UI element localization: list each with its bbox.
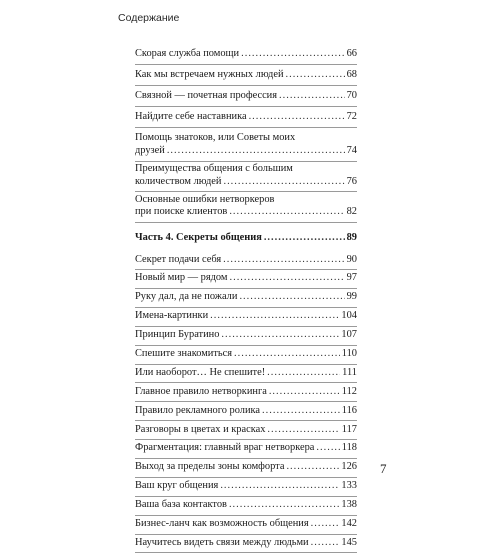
toc-entry-title: Ваш круг общения [135,480,219,492]
toc-entry-page: 126 [341,461,357,473]
toc-entry-row [135,272,357,285]
toc-entry-title: Правило рекламного ролика [135,404,261,416]
toc-entry[interactable] [135,499,357,512]
entry-underline [135,364,357,365]
toc-entry-page: 145 [341,536,357,548]
toc-entry-title: Руку дал, да не пожали [135,291,238,303]
toc-entry-row [135,424,357,437]
toc-entry[interactable] [135,163,357,188]
dot-leader [311,518,340,531]
toc-entry-page: 117 [341,423,357,435]
entry-underline [135,307,357,308]
toc-entry-row [135,254,357,267]
toc-entry-title: Фрагментация: главный враг нетворкера [135,442,315,454]
toc-entry-title: Разговоры в цветах и красках [135,423,266,435]
entry-underline [135,191,357,192]
toc-entry[interactable] [135,329,357,342]
toc-entry-row [135,69,357,82]
toc-entry-row [135,348,357,361]
toc-entry[interactable] [135,254,357,267]
toc-entry-page: 97 [346,272,357,284]
toc-entry-title: Найдите себе наставника [135,111,247,123]
entry-underline [135,326,357,327]
page-number: 7 [380,461,387,476]
entry-underline [135,222,357,223]
toc-entry-title: количеством людей [135,175,222,187]
toc-entry-page: 82 [346,206,357,218]
toc-entry-row [135,206,357,219]
toc-entry-page: 133 [341,480,357,492]
dot-leader [286,461,339,474]
dot-leader [220,480,339,493]
entry-underline [135,106,357,107]
toc-entry-title: Секрет подачи себя [135,253,222,265]
entry-underline [135,496,357,497]
dot-leader [239,291,344,304]
entry-underline [135,127,357,128]
toc-entry-page: 138 [341,499,357,511]
entry-underline [135,382,357,383]
dot-leader [167,145,345,158]
dot-leader [249,111,345,124]
toc-entry-row [135,291,357,304]
toc-entry-title-line: Основные ошибки нетворкеров [135,193,275,205]
toc-entry-title: Научитесь видеть связи между людьми [135,536,309,548]
dot-leader [223,176,344,189]
dot-leader [279,90,345,103]
dot-leader [267,367,340,380]
dot-leader [267,424,339,437]
entry-underline [135,161,357,162]
dot-leader [241,48,344,61]
toc-chapter-heading[interactable] [135,232,357,245]
toc-entry[interactable] [135,348,357,361]
toc-entry-title: Ваша база контактов [135,499,227,511]
toc-entry-title: друзей [135,144,165,156]
toc-entry-page: 70 [346,90,357,102]
toc-entry-title: Новый мир — рядом [135,272,228,284]
toc-entry-page: 112 [341,385,357,397]
dot-leader [229,206,344,219]
toc-entry[interactable] [135,386,357,399]
toc-entry-page: 116 [341,404,357,416]
toc-entry-page: 110 [341,347,357,359]
toc-entry-row [135,367,357,380]
dot-leader [311,537,340,550]
toc-entry-row [135,90,357,103]
entry-underline [135,85,357,86]
toc-entry[interactable] [135,111,357,124]
running-head: Содержание [118,12,180,24]
toc-entry-title: Выход за пределы зоны комфорта [135,461,285,473]
toc-entry-row [135,480,357,493]
toc-entry[interactable] [135,537,357,550]
toc-entry[interactable] [135,194,357,219]
toc-entry-page: 118 [341,442,357,454]
toc-entry-title: Принцип Буратино [135,329,220,341]
toc-entry[interactable] [135,272,357,285]
toc-entry-page: 74 [346,144,357,156]
toc-entry-title: при поиске клиентов [135,206,228,218]
dot-leader [221,329,339,342]
toc-entry-title: Бизнес-ланч как возможность общения [135,518,309,529]
toc-entry-row [135,461,357,474]
dot-leader [264,232,345,245]
toc-entry[interactable] [135,424,357,437]
table-of-contents [135,42,357,549]
toc-entry-row [135,48,357,61]
toc-entry-title-line: Преимущества общения с большим [135,163,293,175]
toc-entry-row [135,537,357,550]
toc-entry-row [135,518,357,531]
toc-entry-page: 68 [346,69,357,81]
toc-entry-title: Часть 4. Секреты общения [135,231,262,243]
dot-leader [230,272,345,285]
toc-entry-row [135,386,357,399]
entry-underline [135,345,357,346]
toc-entry[interactable] [135,518,357,531]
toc-entry[interactable] [135,48,357,61]
toc-entry-page: 66 [346,48,357,59]
toc-entry-row [135,499,357,512]
entry-underline [135,269,357,270]
toc-entry[interactable] [135,367,357,380]
toc-entry[interactable] [135,69,357,82]
toc-entry-title-line: Помощь знатоков, или Советы моих [135,132,296,144]
entry-underline [135,458,357,459]
entry-underline [135,439,357,440]
entry-underline [135,534,357,535]
toc-entry-page: 76 [346,175,357,187]
dot-leader [262,405,340,418]
toc-entry-row [135,329,357,342]
toc-entry-page: 99 [346,291,357,303]
entry-underline [135,401,357,402]
toc-entry-row [135,176,357,189]
toc-entry-row [135,442,357,455]
entry-underline [135,515,357,516]
toc-entry-title: Как мы встречаем нужных людей [135,69,284,81]
toc-entry-title: Спешите знакомиться [135,347,233,359]
toc-entry-page: 72 [346,111,357,123]
toc-entry-page: 111 [342,366,357,378]
dot-leader [286,69,345,82]
toc-entry-row [135,232,357,245]
entry-underline [135,477,357,478]
toc-entry-row [135,405,357,418]
toc-entry-row [135,145,357,158]
toc-entry-page: 90 [346,253,357,265]
toc-entry[interactable] [135,442,357,455]
entry-underline [135,64,357,65]
toc-entry-title: Или наоборот… Не спешите! [135,366,266,378]
dot-leader [223,254,344,267]
toc-entry-page: 142 [341,518,357,529]
toc-entry-page: 107 [341,329,357,341]
toc-entry[interactable] [135,310,357,323]
toc-entry[interactable] [135,291,357,304]
dot-leader [269,386,340,399]
toc-entry[interactable] [135,90,357,103]
toc-entry[interactable] [135,480,357,493]
toc-entry-title: Главное правило нетворкинга [135,385,267,397]
entry-underline [135,420,357,421]
toc-entry-row [135,310,357,323]
toc-entry[interactable] [135,461,357,474]
dot-leader [229,499,339,512]
entry-underline [135,288,357,289]
toc-entry-title: Связной — почетная профессия [135,90,278,102]
dot-leader [210,310,339,323]
toc-entry-row [135,111,357,124]
toc-entry-title: Скорая служба помощи [135,48,240,59]
toc-entry-page: 89 [346,231,357,243]
toc-entry-title: Имена-картинки [135,310,209,322]
dot-leader [316,442,339,455]
toc-entry-page: 104 [341,310,357,322]
dot-leader [234,348,340,361]
toc-entry[interactable] [135,405,357,418]
toc-entry[interactable] [135,132,357,157]
